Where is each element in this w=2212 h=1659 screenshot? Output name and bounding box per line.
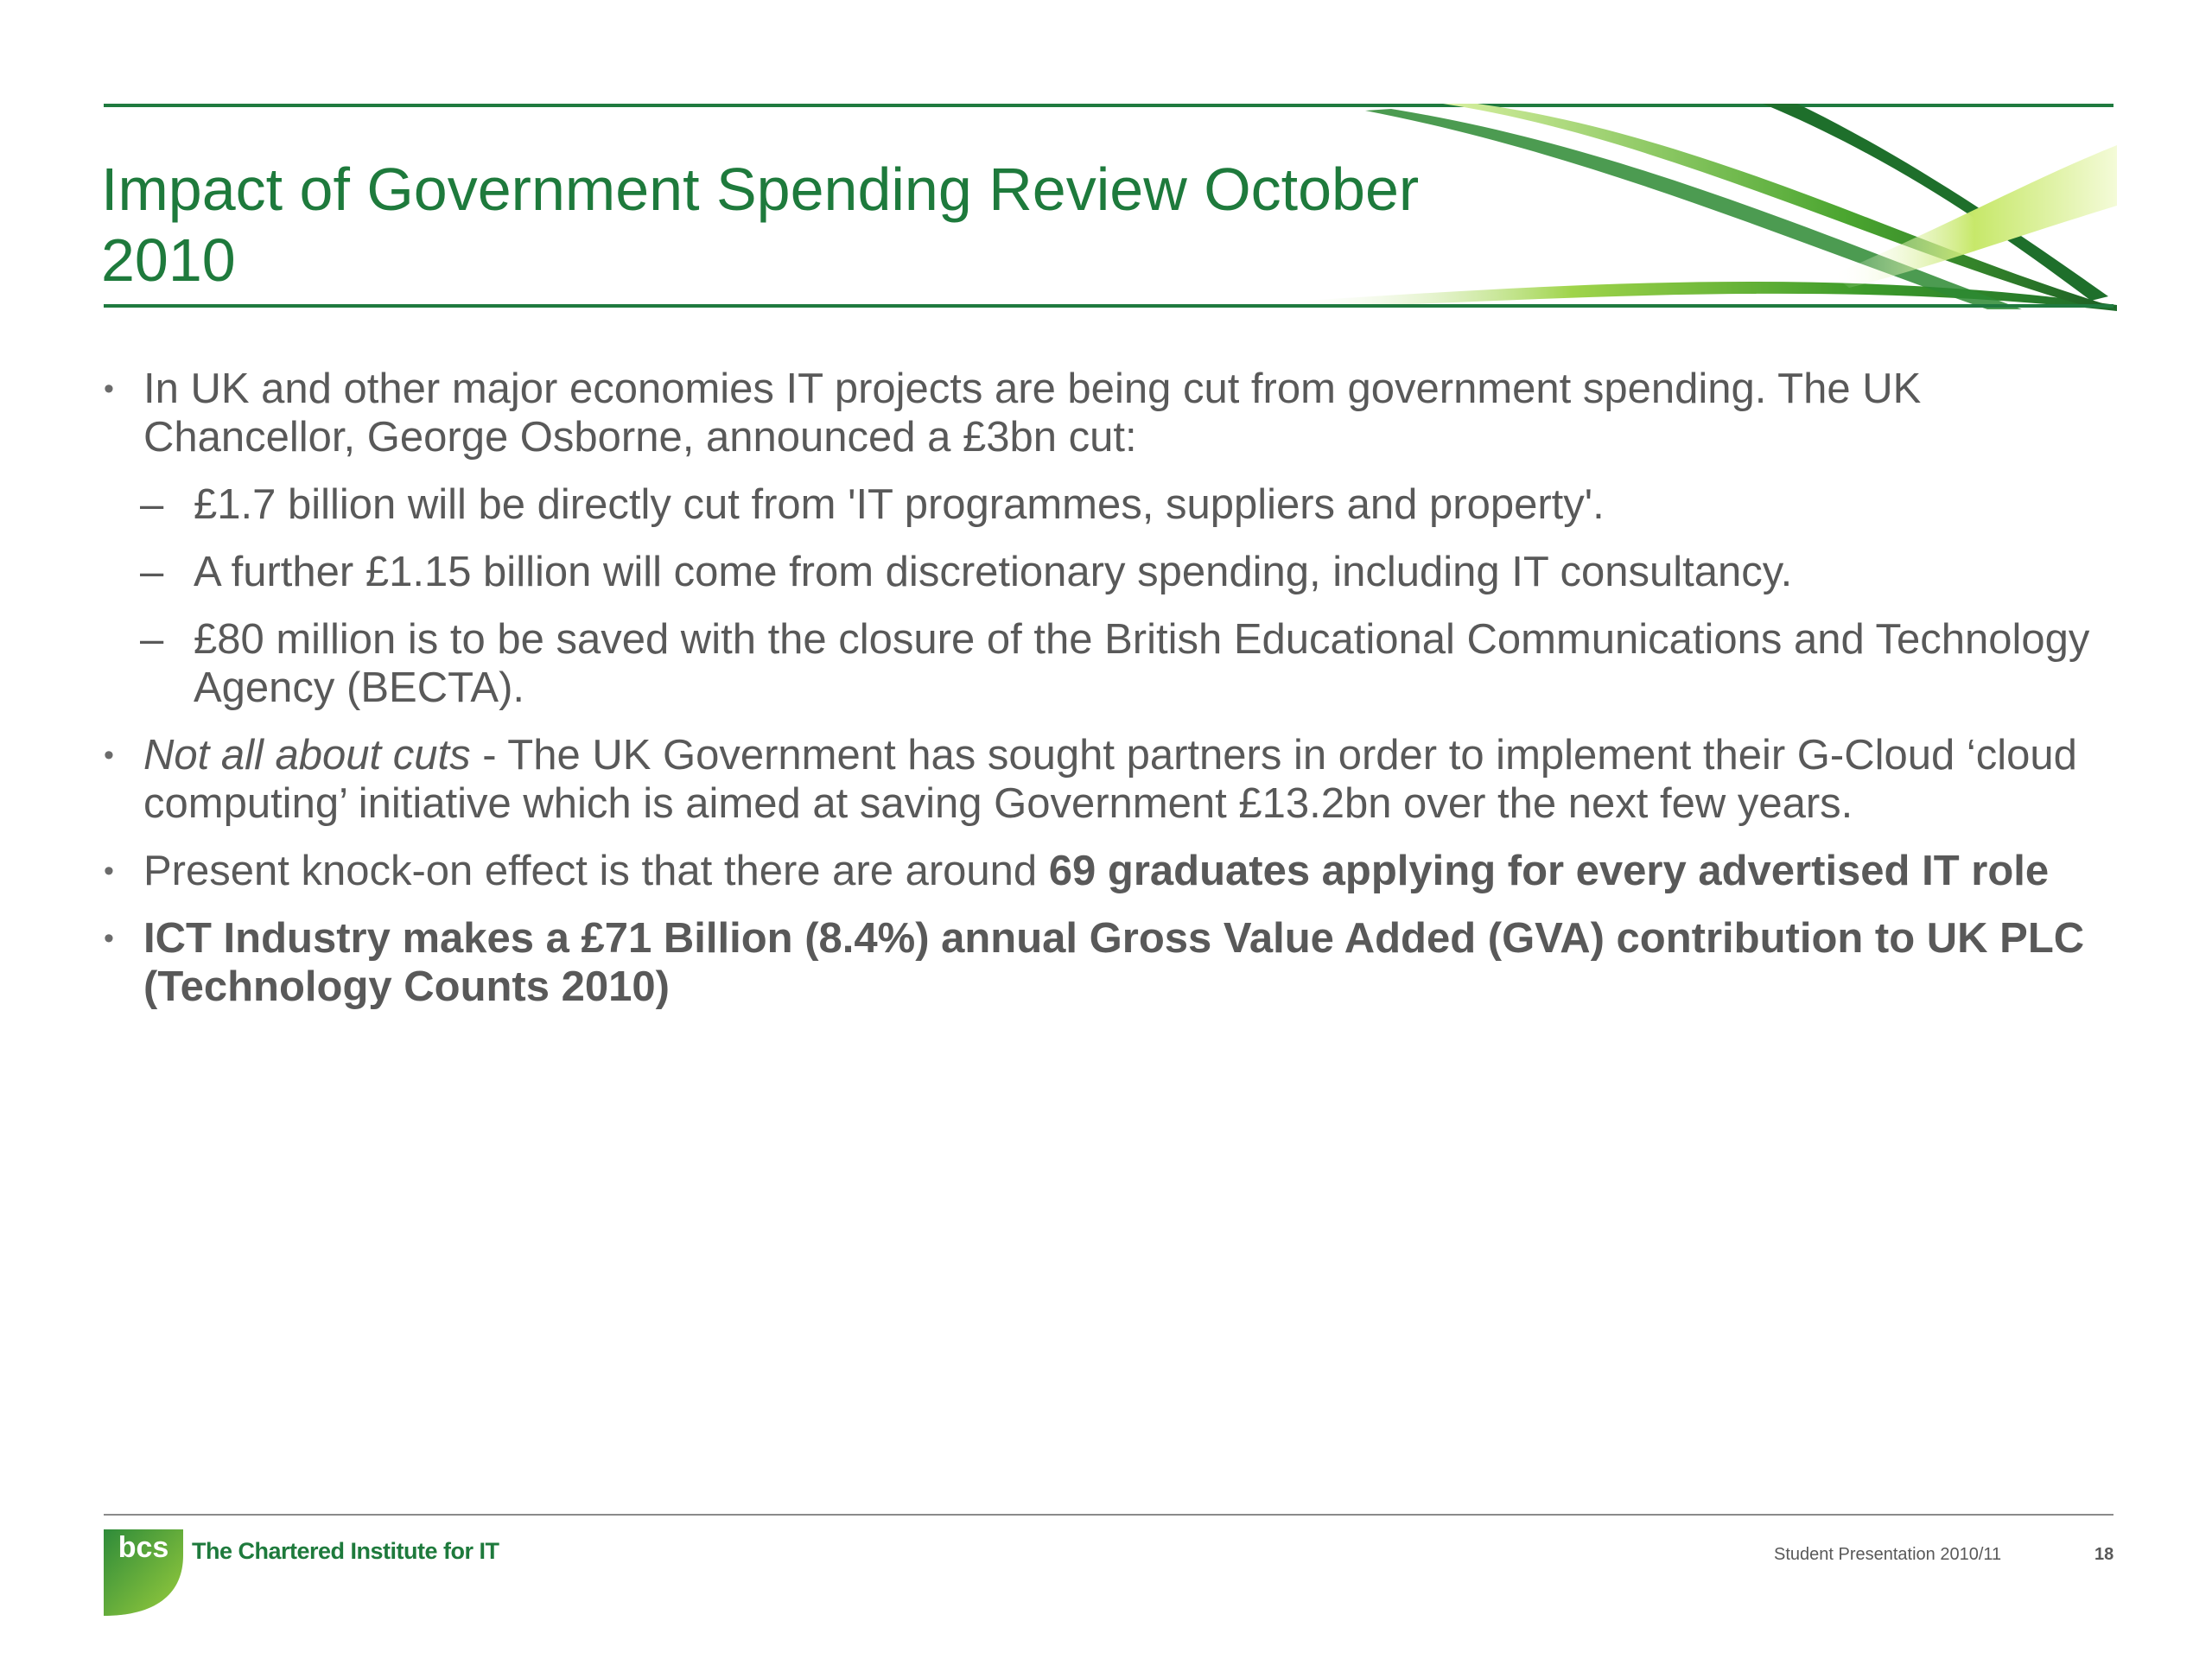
bullet-glyph: •: [104, 855, 114, 887]
bullet-text: - The UK Government has sought partners in order to implement their G-Cloud ‘cloud computing’ initiative which is aimed at saving Government £13.2bn over the next few years.: [143, 732, 2077, 827]
footer-rule: [104, 1514, 2113, 1516]
dash-glyph: –: [140, 481, 164, 528]
dash-glyph: –: [140, 549, 164, 595]
bullet-item: [102, 365, 2128, 461]
logo-wordmark: bcs: [118, 1531, 169, 1564]
sub-bullet-text: A further £1.15 billion will come from discretionary spending, including IT consultancy.: [194, 549, 1793, 595]
sub-bullet-item: [102, 480, 2128, 529]
bullet-item: [102, 914, 2128, 1011]
sub-bullet-text: £1.7 billion will be directly cut from 'IT programmes, suppliers and property'.: [194, 481, 1605, 528]
dash-glyph: –: [140, 616, 164, 663]
bullet-text: In UK and other major economies IT projects are being cut from government spending. The UK Chancellor, George Osborne, announced a £3bn cut:: [143, 365, 1922, 461]
slide-body: [102, 365, 2128, 1030]
bullet-glyph: •: [104, 739, 114, 772]
bullet-glyph: •: [104, 372, 114, 405]
bullet-emphasis: Not all about cuts: [143, 732, 471, 779]
page-number: 18: [2094, 1545, 2114, 1564]
bullet-strong-text: ICT Industry makes a £71 Billion (8.4%) annual Gross Value Added (GVA) contribution to UK PLC (Technology Counts 2010): [143, 915, 2085, 1010]
bullet-item: [102, 847, 2128, 895]
sub-bullet-item: [102, 548, 2128, 596]
slide-title: Impact of Government Spending Review October 2010: [101, 156, 1420, 294]
bullet-glyph: •: [104, 922, 114, 955]
presentation-label: Student Presentation 2010/11: [1774, 1545, 2002, 1564]
bullet-item: [102, 731, 2128, 828]
sub-bullet-item: [102, 615, 2128, 712]
institute-tagline: The Chartered Institute for IT: [192, 1538, 499, 1564]
title-underline-rule: [104, 304, 2113, 308]
bcs-logo: [104, 1529, 183, 1616]
bullet-strong-text: 69 graduates applying for every advertised IT role: [1048, 848, 2050, 894]
bullet-text: Present knock-on effect is that there are around: [143, 848, 1049, 894]
sub-bullet-text: £80 million is to be saved with the closure of the British Educational Communications and Technology Agency (BECTA).: [194, 616, 2090, 711]
